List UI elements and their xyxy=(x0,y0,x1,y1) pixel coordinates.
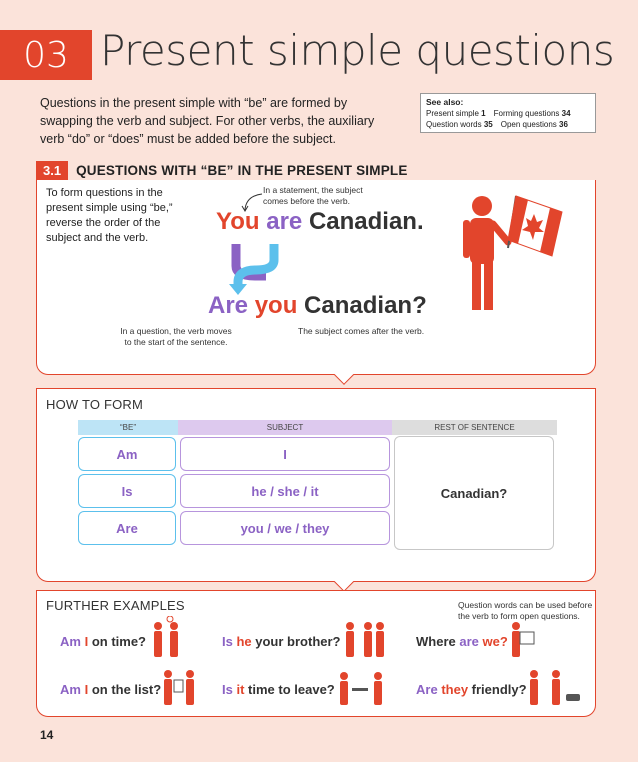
section-title: QUESTIONS WITH “BE” IN THE PRESENT SIMPLE xyxy=(76,163,408,178)
see-also-line-2: Question words 35 Open questions 36 xyxy=(426,120,568,129)
example-sentence: Am I on the list? xyxy=(60,682,162,697)
see-also-title: See also: xyxy=(426,97,464,107)
people-icon xyxy=(342,620,388,662)
see-also-box xyxy=(420,93,596,133)
intro-text: Questions in the present simple with “be” are formed by swapping the verb and subject. For other verbs, the auxiliary verb “do” or “does” must be added before the subject. xyxy=(40,96,375,146)
note-question-verb: In a question, the verb moves to the start of the sentence. xyxy=(120,326,232,347)
page-number: 14 xyxy=(40,728,54,742)
section-explanation: To form questions in the present simple using “be,” reverse the order of the subject and the verb. xyxy=(46,187,173,244)
people-icon xyxy=(150,616,186,662)
chapter-number: 03 xyxy=(0,30,92,80)
example-sentence: Is it time to leave? xyxy=(222,682,335,697)
section-number: 3.1 xyxy=(36,161,68,180)
person-with-map-icon xyxy=(506,620,538,662)
example-sentence: Are they friendly? xyxy=(416,682,527,697)
people-at-desk-icon xyxy=(336,670,396,710)
column-header-rest: REST OF SENTENCE xyxy=(392,420,557,435)
canadian-person-icon xyxy=(456,186,576,326)
see-also-line-1: Present simple 1 Forming questions 34 xyxy=(426,109,571,118)
page-title: Present simple questions xyxy=(100,26,615,75)
question-sentence: Are you Canadian? xyxy=(208,292,427,319)
column-header-subject: SUBJECT xyxy=(178,420,392,435)
subject-cell: he / she / it xyxy=(180,474,390,508)
be-cell: Are xyxy=(78,511,176,545)
column-header-be: “BE” xyxy=(78,420,178,435)
note-subject-after: The subject comes after the verb. xyxy=(298,326,425,336)
subject-cell: you / we / they xyxy=(180,511,390,545)
section-header xyxy=(36,161,408,180)
further-examples-label: FURTHER EXAMPLES xyxy=(46,598,185,613)
person-with-list-icon xyxy=(160,668,206,710)
note-statement: In a statement, the subject comes before the verb. xyxy=(263,185,363,206)
further-note: Question words can be used before the verb to form open questions. xyxy=(458,600,593,621)
example-sentence: Am I on time? xyxy=(60,634,146,649)
subject-cell: I xyxy=(180,437,390,471)
people-with-dog-icon xyxy=(526,668,584,710)
be-cell: Am xyxy=(78,437,176,471)
statement-sentence: You are Canadian. xyxy=(216,208,424,235)
swap-arrows-icon xyxy=(226,240,286,296)
rest-cell: Canadian? xyxy=(394,436,554,550)
be-cell: Is xyxy=(78,474,176,508)
example-sentence: Where are we? xyxy=(416,634,508,649)
how-to-form-label: HOW TO FORM xyxy=(46,397,144,412)
example-sentence: Is he your brother? xyxy=(222,634,341,649)
